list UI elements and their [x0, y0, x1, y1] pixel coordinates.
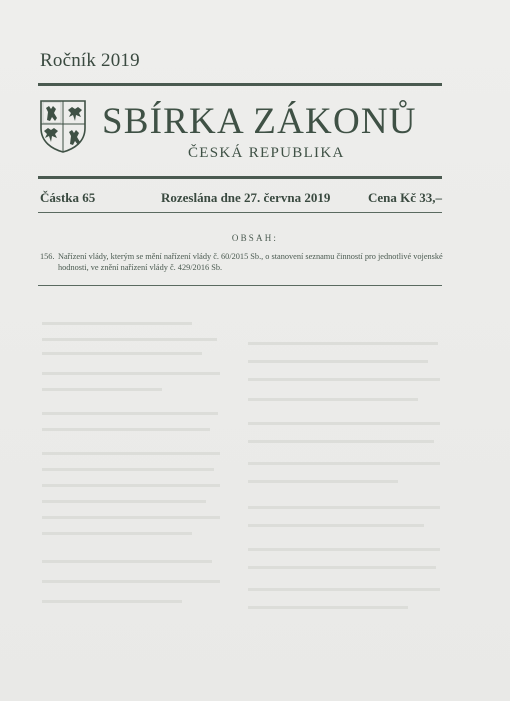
bottom-rule — [38, 285, 442, 286]
contents-heading: OBSAH: — [231, 233, 279, 243]
issue-price: Cena Kč 33,– — [367, 190, 442, 205]
middle-rule — [38, 176, 442, 179]
top-rule — [38, 83, 442, 86]
issue-distribution-date: Rozeslána dne 27. června 2019 — [161, 190, 331, 205]
entry-number: 156. — [40, 252, 55, 261]
volume-label: Ročník 2019 — [40, 50, 140, 71]
entry-text: Nařízení vlády, kterým se mění nařízení vlády č. 60/2015 Sb., o stanovení seznamu činností pro jednotlivé vojenské hodnosti, ve znění nařízení vlády č. 429/2016 Sb. — [58, 252, 443, 272]
issue-part: Částka 65 — [40, 190, 96, 205]
czech-coat-of-arms-icon — [38, 98, 88, 154]
country-subtitle: ČESKÁ REPUBLIKA — [188, 145, 345, 161]
gazette-title: SBÍRKA ZÁKONŮ — [102, 101, 417, 142]
meta-rule — [38, 212, 442, 213]
